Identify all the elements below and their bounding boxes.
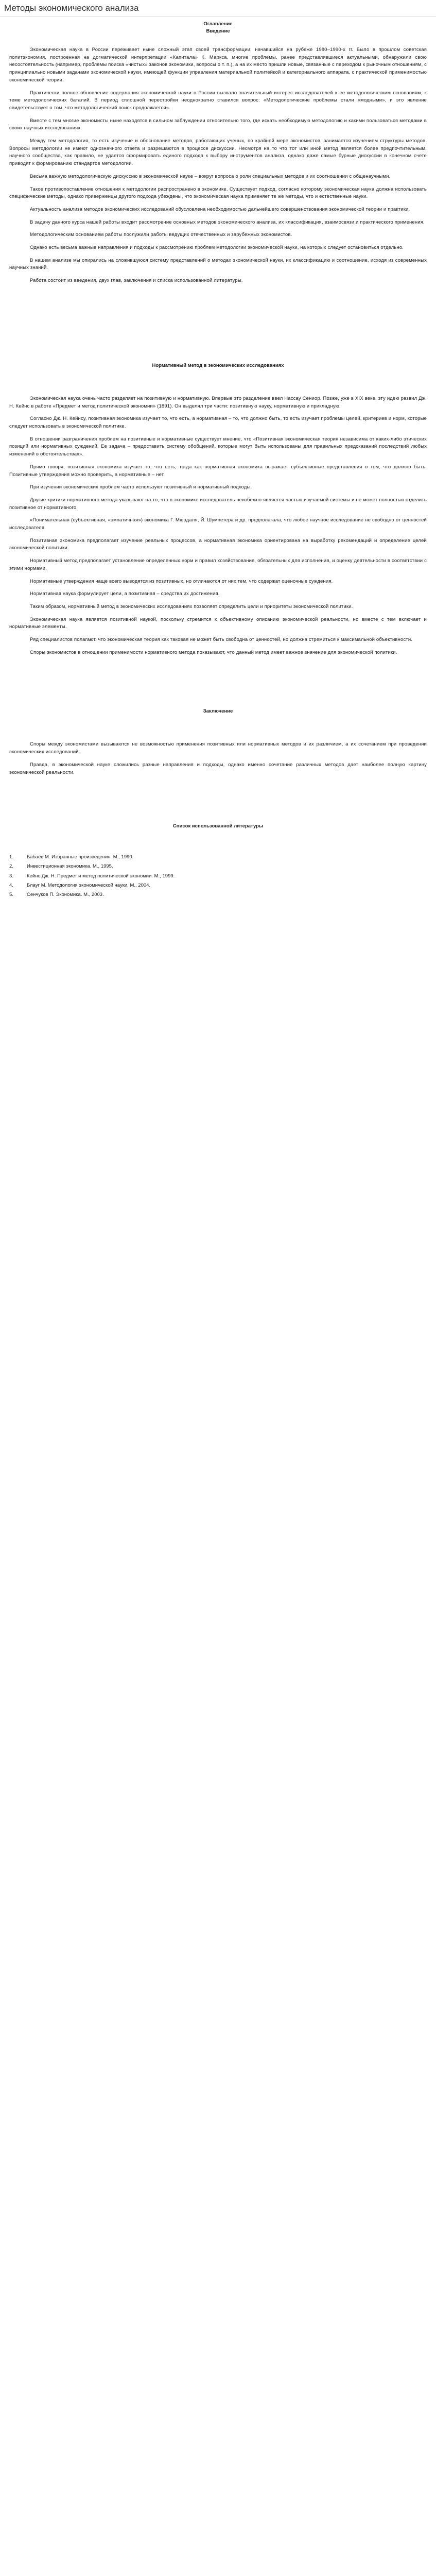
normative-section (9, 395, 427, 657)
paragraph: «Понимательная (субъективная, «эмпатичная») экономика Г. Мюрдаля, Й. Шумпетера и др. предполагала, что любое научное исследование не свободно от ценностей исследователя. (9, 517, 427, 531)
reference-item (9, 863, 427, 870)
paragraph: Споры экономистов в отношении применимости нормативного метода показывают, что данный метод имеет важное значение для экономической политики. (30, 649, 397, 655)
paragraph: При изучении экономических проблем часто используют позитивный и нормативный подходы. (30, 484, 252, 490)
paragraph: Экономическая наука в России переживает ныне сложный этап своей трансформации, начавшийся на рубеже 1980–1990-х гг. Было в прошлом советская политэкономия, построенная на догматической интерпретации «Капитала» К. Маркса, многие проблемы, ранее представлявшиеся актуальными, обнаружили свою несостоятельность (например, проблемы поиска «чистых» законов экономики, вопросы о т. п.), а на их место пришли новые, связанные с переходом к рыночным отношениям, с принципиально новыми задачами экономической науки, имеющей функции управления материальной политейкой и категориального аппарата, с практической применимостью экономической теории. (9, 47, 427, 83)
paragraph: Весьма важную методологическую дискуссию в экономической науке – вокруг вопроса о роли специальных методов и их соотношении с общенаучными. (30, 173, 391, 179)
paragraph: Работа состоит из введения, двух глав, заключения и списка использованной литературы. (30, 278, 243, 284)
conclusion-section (9, 741, 427, 776)
paragraph: Позитивная экономика предполагает изучение реальных процессов, а нормативная экономика ориентирована на выработку рекомендаций и определение целей экономической политики. (9, 537, 427, 551)
paragraph: Споры между экономистами вызываются не возможностью применения позитивных или нормативных методов и их различием, а их сочетанием при проведении экономических исследований. (9, 741, 427, 755)
paragraph: Нормативный метод предполагает установление определенных норм и правил хозяйствования, обязательных для исполнения, и оценку деятельности в соответствии с этими нормами. (9, 558, 427, 571)
references-list (9, 854, 427, 899)
paragraph: Между тем методология, то есть изучение и обоснование методов, работающих ученых, по крайней мере экономистов, занимается изучением структуры методов. Вопросы методологии не имеют однозначного ответа и разрешаются в процессе дискуссии. Несмотря на то что тот или иной метод является более предпочтительным, научного сообщества, как правило, не удается сформировать единого подхода к выбору инструментов анализа, однако даже самые бурные дискуссии в конечном счете приводят к формированию стандартов методологии. (9, 138, 427, 167)
paragraph: Практически полное обновление содержания экономической науки в России вызвало значительный интерес исследователей к ее методологическим основаниям, к теме методологических баталий. В период сплошной перестройки неоднократно ставился вопрос: «Методологические проблемы стали «модными», и это явление свидетельствует о том, что методологический поиск продолжается». (9, 90, 427, 111)
paragraph: Прямо говоря, позитивная экономика изучает то, что есть, тогда как нормативная экономика выражает субъективные представления о том, что должно быть. Позитивные утверждения можно проверить, а нормативные – нет. (9, 464, 427, 478)
reference-item (9, 891, 427, 899)
document-content (0, 16, 436, 899)
toc-heading: Оглавление (203, 21, 233, 27)
paragraph: Вместе с тем многие экономисты ныне находятся в сильном заблуждении относительно того, где искать необходимую методологию и какими пользоваться методами в своих научных исследованиях. (9, 117, 427, 131)
paragraph: Актуальность анализа методов экономических исследований обусловлена необходимостью дальнейшего совершенствования экономической теории и практики. (30, 206, 410, 212)
paragraph: В отношении разграничения проблем на позитивные и нормативные существует мнение, что «Позитивная экономическая теория независима от каких-либо этических позиций или нормативных суждений. Ее задача – предоставить систему обобщений, которые могут быть использованы для правильных предсказаний последствий любых изменений в обстоятельствах». (9, 436, 427, 457)
reference-number: 4. (9, 882, 13, 888)
reference-text: Кейнс Дж. Н. Предмет и метод политической экономии. М., 1999. (27, 873, 175, 879)
section-heading-conclusion: Заключение (203, 708, 233, 715)
reference-number: 1. (9, 854, 13, 860)
section-heading-references: Список использованной литературы (172, 823, 264, 829)
reference-number: 5. (9, 892, 13, 898)
paragraph: Нормативная наука формулирует цели, а позитивная – средства их достижения. (30, 591, 220, 597)
reference-item (9, 854, 427, 861)
paragraph: Такое противопоставление отношения к методологии распространено в экономике. Существует подход, согласно которому экономическая наука должна использовать специфические методы, однако приверженцы другого подхода убеждены, что экономическая наука применяет те же методы, что и естественные науки. (9, 186, 427, 200)
reference-number: 3. (9, 873, 13, 879)
paragraph: В задачу данного курса нашей работы входит рассмотрение основных методов экономического анализа, их классификация, взаимосвязи и практического применения. (30, 219, 425, 225)
section-heading-normative: Нормативный метод в экономических исследованиях (152, 362, 284, 368)
page-title: Методы экономического анализа (0, 0, 436, 16)
paragraph: Нормативные утверждения чаще всего выводятся из позитивных, но отличаются от них тем, что содержат оценочные суждения. (30, 578, 333, 584)
paragraph: Другие критики нормативного метода указывают на то, что в экономике исследователь неизбежно является частью изучаемой системы и не может полностью отделить позитивное от нормативного. (9, 497, 427, 511)
paragraph: Методологическим основанием работы послужили работы ведущих отечественных и зарубежных экономистов. (30, 232, 292, 238)
reference-item (9, 882, 427, 889)
intro-section (9, 46, 427, 285)
reference-item (9, 873, 427, 880)
reference-text: Сенчуков П. Экономика. М., 2003. (27, 892, 104, 898)
paragraph: Экономическая наука является позитивной наукой, поскольку стремится к объективному описанию экономической реальности, но вместе с тем включает и нормативные элементы. (9, 616, 427, 630)
intro-heading: Введение (206, 28, 230, 34)
paragraph: Таким образом, нормативный метод в экономических исследованиях позволяет определить цели и приоритеты экономической политики. (30, 603, 353, 609)
document-page (0, 0, 436, 899)
reference-number: 2. (9, 863, 13, 870)
reference-text: Бабаев М. Избранные произведения. М., 1990. (27, 854, 134, 860)
paragraph: Правда, в экономической науке сложились разные направления и подходы, однако именно сочетание различных методов дает наиболее полную картину экономической реальности. (9, 761, 427, 775)
reference-text: Блауг М. Методология экономической науки. М., 2004. (27, 882, 151, 888)
paragraph: Согласно Дж. Н. Кейнсу, позитивная экономика изучает то, что есть, а нормативная – то, что должно быть, то есть изучает проблемы целей, критериев и норм, которые следует использовать в экономической политике. (9, 416, 427, 429)
paragraph: Однако есть весьма важные направления и подходы к рассмотрению проблем методологии экономической науки, на которых следует остановиться отдельно. (30, 245, 404, 251)
reference-text: Инвестиционная экономика. М., 1995. (27, 863, 113, 870)
paragraph: В нашем анализе мы опирались на сложившуюся систему представлений о методах экономической науки, их классификацию и соотношение, исходя из современных научных знаний. (9, 257, 427, 271)
paragraph: Экономическая наука очень часто разделяет на позитивную и нормативную. Впервые это разделение ввел Нассау Сениор. Позже, уже в XIX веке, эту идею развил Дж. Н. Кейнс в работе «Предмет и метод политической экономии» (1891). Он выделял три части: позитивную науку, нормативную и прикладную. (9, 395, 427, 409)
paragraph: Ряд специалистов полагают, что экономическая теория как таковая не может быть свободна от ценностей, но должна стремиться к максимальной объективности. (30, 637, 413, 643)
